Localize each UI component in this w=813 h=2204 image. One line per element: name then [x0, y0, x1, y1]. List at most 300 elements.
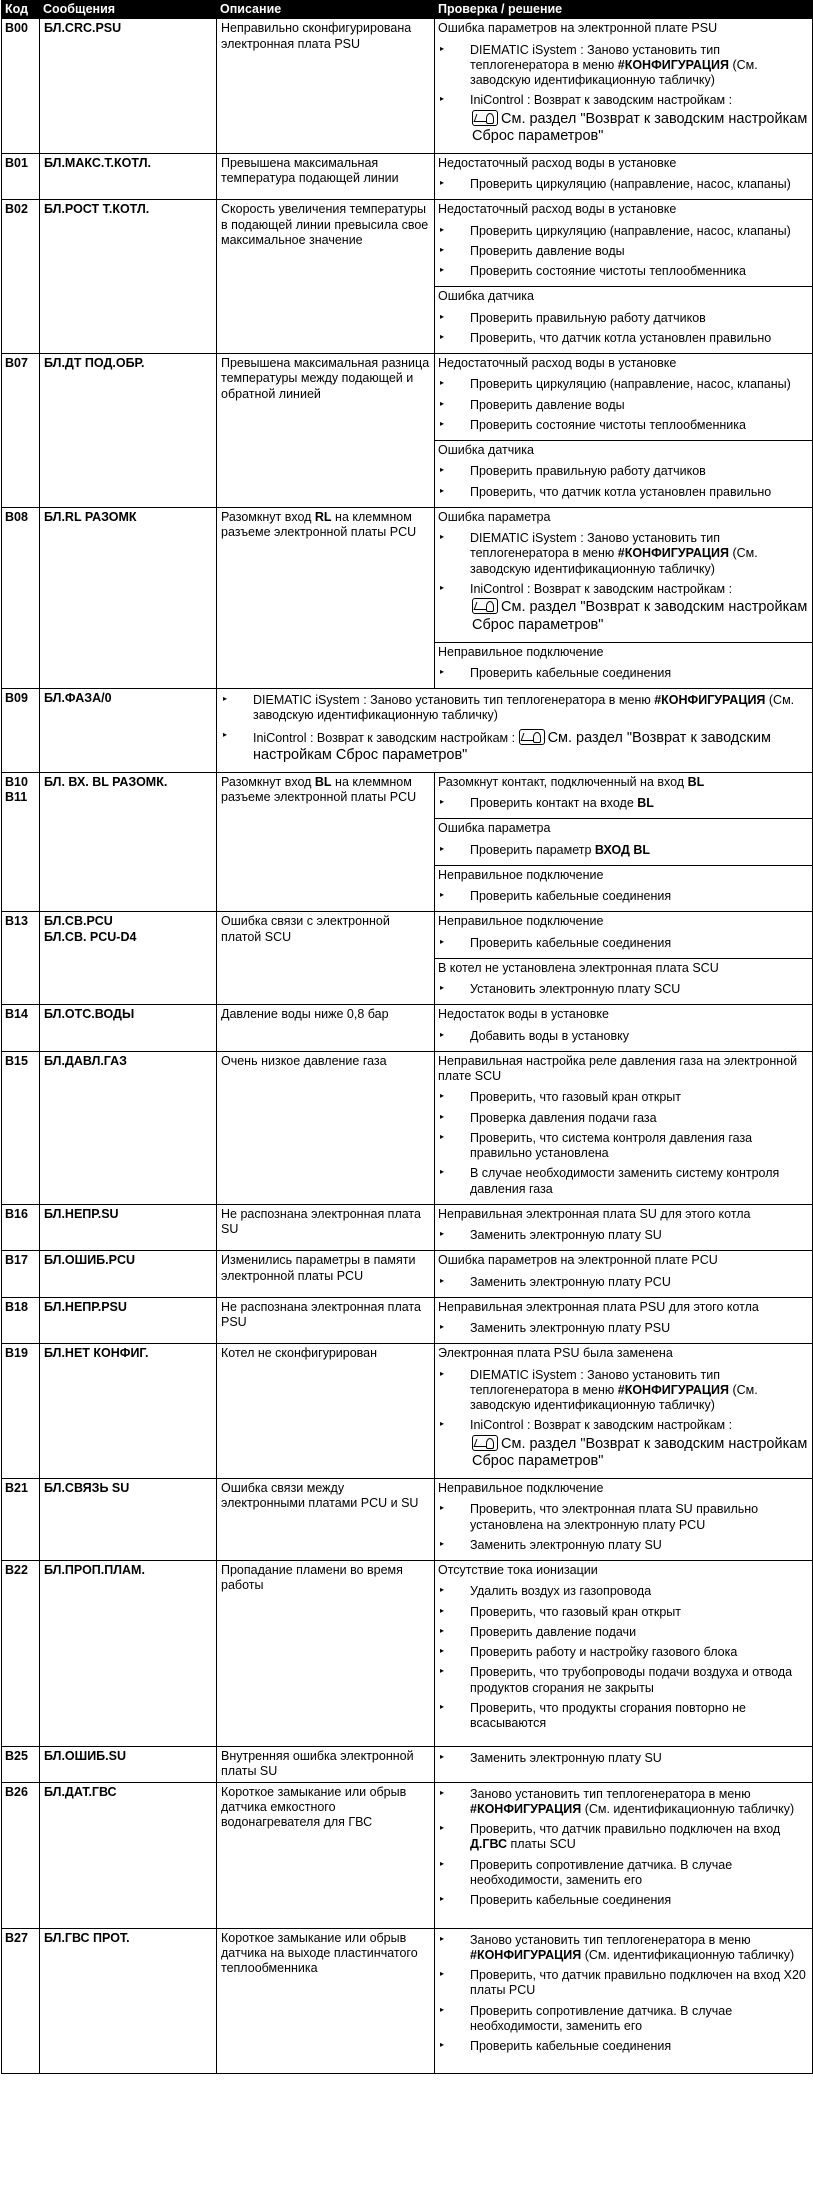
error-code-cell	[2, 1479, 40, 1561]
action-item	[438, 1625, 809, 1640]
text-fragment: Заново установить тип теплогенератора в меню	[470, 1786, 751, 1801]
condition-title	[438, 1300, 809, 1315]
description-cell: Короткое замыкание или обрыв датчика на выходе пластинчатого теплообменника	[217, 1928, 435, 2073]
text-fragment: Неправильная электронная плата SU для этого котла	[438, 1206, 751, 1221]
condition-title	[438, 1054, 809, 1085]
message-text: БЛ.ОШИБ.SU	[44, 1749, 127, 1763]
action-item	[438, 889, 809, 904]
message-cell	[40, 1204, 217, 1251]
error-code-cell	[2, 689, 40, 773]
action-item	[438, 582, 809, 635]
message-text: БЛ.ДТ ПОД.ОБР.	[44, 356, 145, 371]
bold-fragment: RL	[314, 509, 332, 524]
check-solution-cell	[435, 1251, 813, 1298]
check-solution-cell	[435, 772, 813, 912]
action-item	[438, 1893, 809, 1908]
action-item	[438, 1584, 809, 1599]
text-fragment: Недостаточный расход воды в установке	[438, 356, 677, 371]
check-section	[435, 642, 812, 689]
bullet-icon: ▸	[440, 1858, 445, 1868]
reference-text: См. раздел "Возврат к заводским настройкам Сброс параметров"	[472, 1435, 808, 1470]
message-text: БЛ.НЕПР.SU	[44, 1206, 119, 1221]
message-text: БЛ.CRC.PSU	[44, 21, 122, 36]
action-item	[438, 177, 809, 192]
action-item	[438, 2004, 809, 2035]
action-item	[438, 485, 809, 500]
text-fragment: IniControl : Возврат к заводским настройкам :	[470, 93, 733, 108]
error-code: B08	[5, 509, 28, 524]
bold-fragment: BL	[687, 774, 705, 789]
message-text: БЛ.ПРОП.ПЛАМ.	[44, 1563, 145, 1577]
action-item	[438, 244, 809, 259]
bullet-icon: ▸	[440, 1894, 445, 1903]
message-text: БЛ.СВ. PCU-D4	[44, 929, 137, 944]
text-fragment: Установить электронную плату SCU	[470, 982, 681, 997]
action-item	[438, 1131, 809, 1162]
action-list	[438, 311, 809, 347]
condition-title	[438, 289, 809, 304]
action-item	[438, 1321, 809, 1336]
reference-note	[470, 598, 809, 634]
message-text: БЛ.ГВС ПРОТ.	[44, 1930, 130, 1945]
error-code: B18	[5, 1299, 28, 1314]
table-row	[2, 1561, 813, 1747]
text-fragment: Удалить воздух из газопровода	[470, 1584, 652, 1599]
error-code: B00	[5, 21, 28, 36]
check-section	[435, 958, 812, 1005]
check-solution-cell	[435, 1005, 813, 1052]
action-list	[438, 1751, 809, 1766]
action-item	[438, 1502, 809, 1533]
error-code: B09	[5, 691, 28, 705]
action-item	[438, 1111, 809, 1126]
condition-title	[438, 775, 809, 790]
condition-title	[438, 868, 809, 883]
text-fragment: Отсутствие тока ионизации	[438, 1563, 598, 1577]
text-fragment: IniControl : Возврат к заводским настройкам :	[470, 1418, 733, 1433]
description-cell: Пропадание пламени во время работы	[217, 1561, 435, 1747]
message-cell	[40, 1251, 217, 1298]
bullet-icon: ▸	[440, 890, 445, 900]
check-section	[435, 1344, 812, 1478]
table-row	[2, 1928, 813, 2073]
text-fragment: Недостаточный расход воды в установке	[438, 155, 677, 170]
message-cell	[40, 19, 217, 154]
text-fragment: Неправильная электронная плата PSU для этого котла	[438, 1299, 759, 1314]
description-cell: Ошибка связи между электронными платами PCU и SU	[217, 1479, 435, 1561]
table-row	[2, 354, 813, 508]
error-code-cell	[2, 1204, 40, 1251]
message-cell	[40, 1297, 217, 1344]
bullet-icon: ▸	[440, 983, 445, 993]
check-section	[435, 508, 812, 642]
table-row	[2, 1297, 813, 1344]
check-solution-cell	[435, 912, 813, 1005]
text-fragment: IniControl : Возврат к заводским настройкам :	[470, 581, 733, 596]
check-solution-cell	[435, 1561, 813, 1747]
text-fragment: Проверить, что датчик правильно подключен на вход	[470, 1822, 781, 1836]
bullet-icon: ▸	[440, 1969, 445, 1978]
table-row	[2, 153, 813, 200]
bullet-icon: ▸	[440, 1091, 445, 1101]
error-code: B07	[5, 356, 28, 371]
check-section	[435, 1005, 812, 1051]
text-fragment: Проверить кабельные соединения	[470, 889, 672, 904]
bullet-icon: ▸	[440, 331, 445, 341]
description-cell: Очень низкое давление газа	[217, 1051, 435, 1204]
bullet-icon: ▸	[440, 1111, 445, 1121]
table-row	[2, 200, 813, 354]
error-code-cell	[2, 1051, 40, 1204]
bold-fragment: #КОНФИГУРАЦИЯ	[617, 1382, 729, 1397]
bullet-icon: ▸	[223, 729, 228, 739]
bullet-icon: ▸	[440, 1419, 445, 1429]
action-item	[221, 729, 808, 765]
check-section	[435, 1929, 812, 2062]
check-section	[435, 818, 812, 865]
message-cell	[40, 354, 217, 508]
text-fragment: Проверить кабельные соединения	[470, 935, 672, 950]
action-item	[438, 93, 809, 146]
text-fragment: Заменить электронную плату SU	[470, 1751, 662, 1765]
action-list	[438, 796, 809, 811]
text-fragment: Проверить контакт на входе	[470, 796, 638, 811]
bullet-icon: ▸	[440, 94, 445, 104]
action-list	[438, 1933, 809, 2055]
text-fragment: Проверить, что газовый кран открыт	[470, 1604, 681, 1619]
text-fragment: Заменить электронную плату SU	[470, 1228, 662, 1243]
bullet-icon: ▸	[440, 465, 445, 475]
action-list	[438, 43, 809, 146]
text-fragment: платы SCU	[507, 1837, 576, 1852]
action-item	[438, 264, 809, 279]
check-solution-cell	[435, 1204, 813, 1251]
action-item	[438, 1538, 809, 1553]
bullet-icon: ▸	[440, 1823, 445, 1832]
check-section	[435, 865, 812, 912]
bullet-icon: ▸	[440, 666, 445, 676]
description-cell: Внутренняя ошибка электронной платы SU	[217, 1747, 435, 1783]
action-list	[438, 1584, 809, 1731]
bullet-icon: ▸	[440, 485, 445, 495]
action-item	[438, 1418, 809, 1471]
message-cell	[40, 1479, 217, 1561]
action-list	[438, 1502, 809, 1553]
error-code: B19	[5, 1346, 28, 1361]
check-solution-cell	[435, 1747, 813, 1783]
error-code: B27	[5, 1930, 28, 1945]
text-fragment: Проверить состояние чистоты теплообменника	[470, 417, 746, 432]
reference-text: См. раздел "Возврат к заводским настройкам Сброс параметров"	[472, 599, 808, 633]
message-text: БЛ.ФАЗА/0	[44, 691, 112, 705]
check-section	[435, 440, 812, 507]
error-code: B01	[5, 155, 28, 170]
text-fragment: Проверить состояние чистоты теплообменника	[470, 264, 746, 279]
text-fragment: Электронная плата PSU была заменена	[438, 1346, 673, 1361]
message-text: БЛ.RL РАЗОМК	[44, 509, 137, 524]
description-cell	[217, 507, 435, 688]
text-fragment: Заменить электронную плату PSU	[470, 1321, 671, 1336]
book-reference-icon	[472, 1435, 498, 1451]
check-section	[435, 1251, 812, 1297]
description-cell: Превышена максимальная разница температуры между подающей и обратной линией	[217, 354, 435, 508]
message-text: БЛ.ДАВЛ.ГАЗ	[44, 1053, 127, 1068]
text-fragment: Проверить сопротивление датчика. В случае необходимости, заменить его	[470, 2003, 733, 2033]
message-cell	[40, 1928, 217, 2073]
condition-title	[438, 356, 809, 371]
text-fragment: Проверить работу и настройку газового блока	[470, 1645, 738, 1659]
check-section	[435, 1205, 812, 1251]
bullet-icon: ▸	[440, 1585, 445, 1595]
text-fragment: Проверить циркуляцию (направление, насос, клапаны)	[470, 377, 791, 392]
text-fragment: Проверить, что трубопроводы подачи воздуха и отвода продуктов сгорания не закрыты	[470, 1665, 793, 1695]
text-fragment: Проверить сопротивление датчика. В случае необходимости, заменить его	[470, 1857, 733, 1887]
bold-fragment: #КОНФИГУРАЦИЯ	[617, 546, 729, 561]
text-fragment: (См. заводскую идентификационную табличку)	[470, 546, 758, 576]
error-code-cell	[2, 19, 40, 154]
text-fragment: Недостаточный расход воды в установке	[438, 202, 677, 217]
error-code-cell	[2, 1747, 40, 1783]
check-solution-cell	[435, 354, 813, 508]
message-text: БЛ.СВЯЗЬ SU	[44, 1481, 130, 1495]
description-cell: Неправильно сконфигурирована электронная плата PSU	[217, 19, 435, 154]
error-code: B25	[5, 1749, 28, 1763]
action-item	[438, 43, 809, 89]
bold-fragment: #КОНФИГУРАЦИЯ	[654, 693, 766, 707]
bullet-icon: ▸	[440, 797, 445, 807]
description-cell: Давление воды ниже 0,8 бар	[217, 1005, 435, 1052]
book-reference-icon	[472, 110, 498, 126]
text-fragment: Разомкнут вход	[221, 774, 315, 789]
action-item	[438, 1751, 809, 1766]
action-item	[438, 464, 809, 479]
text-fragment: (См. идентификационную табличку)	[581, 1801, 795, 1816]
action-list	[438, 843, 809, 858]
action-item	[438, 843, 809, 858]
check-section	[435, 354, 812, 440]
book-reference-icon	[519, 729, 545, 745]
text-fragment: IniControl : Возврат к заводским настройкам :	[253, 730, 519, 745]
action-item	[221, 693, 808, 724]
description-cell: Не распознана электронная плата PSU	[217, 1297, 435, 1344]
description-cell: Изменились параметры в памяти электронной платы PCU	[217, 1251, 435, 1298]
text-fragment: В случае необходимости заменить систему контроля давления газа	[470, 1166, 780, 1196]
text-fragment: Недостаток воды в установке	[438, 1007, 609, 1022]
check-section	[435, 200, 812, 286]
condition-title	[438, 21, 809, 36]
message-cell	[40, 1747, 217, 1783]
condition-title	[438, 1207, 809, 1222]
table-row	[2, 1005, 813, 1052]
message-cell	[40, 1561, 217, 1747]
check-section	[435, 1479, 812, 1560]
bullet-icon: ▸	[440, 1167, 445, 1177]
text-fragment: Ошибка параметра	[438, 509, 551, 524]
bold-fragment: #КОНФИГУРАЦИЯ	[470, 1801, 582, 1816]
error-code-cell	[2, 507, 40, 688]
bullet-icon: ▸	[440, 2040, 445, 2049]
description-cell: Скорость увеличения температуры в подающей линии превысила свое максимальное значение	[217, 200, 435, 354]
header-message: Сообщения	[40, 1, 217, 19]
message-text: БЛ.РОСТ Т.КОТЛ.	[44, 202, 150, 217]
bullet-icon: ▸	[440, 1275, 445, 1285]
message-text: БЛ. ВХ. BL РАЗОМК.	[44, 774, 168, 789]
action-item	[438, 666, 809, 681]
error-code-cell	[2, 1561, 40, 1747]
bullet-icon: ▸	[440, 1646, 445, 1655]
bullet-icon: ▸	[440, 398, 445, 408]
text-fragment: Проверка давления подачи газа	[470, 1110, 657, 1125]
check-section	[435, 1747, 812, 1773]
condition-title	[438, 1563, 809, 1578]
check-section	[435, 1561, 812, 1738]
action-item	[438, 1787, 809, 1818]
text-fragment: Проверить кабельные соединения	[470, 2039, 672, 2053]
action-list	[438, 1787, 809, 1909]
action-list	[438, 936, 809, 951]
text-fragment: Разомкнут контакт, подключенный на вход	[438, 774, 688, 789]
text-fragment: Проверить циркуляцию (направление, насос, клапаны)	[470, 177, 791, 192]
action-item	[438, 418, 809, 433]
message-text: БЛ.НЕПР.PSU	[44, 1299, 127, 1314]
bullet-icon: ▸	[440, 1752, 445, 1761]
bullet-icon: ▸	[440, 1605, 445, 1615]
bullet-icon: ▸	[440, 582, 445, 592]
table-body	[2, 19, 813, 2073]
action-item	[438, 398, 809, 413]
check-solution-cell	[217, 689, 813, 773]
text-fragment: Ошибка параметра	[438, 821, 551, 836]
message-text: БЛ.ДАТ.ГВС	[44, 1784, 117, 1799]
text-fragment: Заново установить тип теплогенератора в меню	[470, 1932, 751, 1947]
action-item	[438, 224, 809, 239]
message-text: БЛ.НЕТ КОНФИГ.	[44, 1346, 149, 1361]
bullet-icon: ▸	[440, 265, 445, 275]
bullet-icon: ▸	[440, 43, 445, 53]
table-row	[2, 772, 813, 912]
error-code-table	[1, 0, 813, 2074]
text-fragment: Проверить циркуляцию (направление, насос, клапаны)	[470, 223, 791, 238]
bullet-icon: ▸	[440, 1666, 445, 1676]
action-list	[438, 889, 809, 904]
table-row	[2, 19, 813, 154]
error-code-cell	[2, 1782, 40, 1928]
text-fragment: Ошибка датчика	[438, 443, 534, 458]
table-row	[2, 1051, 813, 1204]
text-fragment: Проверить параметр	[470, 842, 595, 857]
text-fragment: Ошибка датчика	[438, 289, 534, 304]
error-code-cell	[2, 200, 40, 354]
error-code-cell	[2, 1297, 40, 1344]
text-fragment: Добавить воды в установку	[470, 1028, 630, 1043]
action-item	[438, 1645, 809, 1660]
action-list	[221, 693, 808, 765]
condition-title	[438, 510, 809, 525]
error-code: B10	[5, 774, 28, 789]
condition-title	[438, 821, 809, 836]
action-item	[438, 1605, 809, 1620]
reference-text: См. раздел "Возврат к заводским настройкам Сброс параметров"	[253, 729, 771, 764]
message-cell	[40, 772, 217, 912]
message-cell	[40, 1051, 217, 1204]
condition-title	[438, 1346, 809, 1361]
check-section	[435, 1298, 812, 1344]
message-cell	[40, 153, 217, 200]
text-fragment: Неправильное подключение	[438, 914, 604, 929]
check-solution-cell	[435, 19, 813, 154]
table-row	[2, 1747, 813, 1783]
error-code: B17	[5, 1253, 28, 1268]
action-item	[438, 1090, 809, 1105]
text-fragment: (См. идентификационную табличку)	[581, 1947, 795, 1962]
check-solution-cell	[435, 200, 813, 354]
text-fragment: Проверить кабельные соединения	[470, 1893, 672, 1907]
text-fragment: (См. заводскую идентификационную табличку)	[470, 1382, 758, 1413]
text-fragment: Проверить, что электронная плата SU правильно установлена на электронную плату PCU	[470, 1502, 759, 1532]
text-fragment: Неправильная настройка реле давления газа на электронной плате SCU	[438, 1053, 798, 1084]
error-code-cell	[2, 1344, 40, 1479]
message-cell	[40, 1005, 217, 1052]
error-code-cell	[2, 772, 40, 912]
error-code: B14	[5, 1007, 28, 1022]
bullet-icon: ▸	[440, 224, 445, 234]
text-fragment: Заменить электронную плату SU	[470, 1537, 662, 1552]
bullet-icon: ▸	[440, 1933, 445, 1943]
bullet-icon: ▸	[440, 1538, 445, 1548]
header-description: Описание	[217, 1, 435, 19]
action-item	[438, 311, 809, 326]
action-item	[438, 1701, 809, 1732]
message-cell	[40, 200, 217, 354]
table-row	[2, 1251, 813, 1298]
message-text: БЛ.ОТС.ВОДЫ	[44, 1007, 135, 1022]
action-item	[438, 2039, 809, 2054]
bullet-icon: ▸	[440, 1503, 445, 1513]
description-cell: Ошибка связи с электронной платой SCU	[217, 912, 435, 1005]
bullet-icon: ▸	[440, 1029, 445, 1039]
action-list	[438, 464, 809, 500]
text-fragment: на клеммном разъеме электронной платы PCU	[221, 774, 417, 805]
header-check: Проверка / решение	[435, 1, 813, 19]
check-section	[221, 691, 808, 770]
condition-title	[438, 443, 809, 458]
bullet-icon: ▸	[440, 1625, 445, 1635]
text-fragment: Ошибка параметров на электронной плате PCU	[438, 1253, 718, 1268]
action-list	[438, 531, 809, 634]
action-item	[438, 1933, 809, 1964]
action-item	[438, 377, 809, 392]
table-row	[2, 1782, 813, 1928]
error-code: B21	[5, 1481, 28, 1495]
bullet-icon: ▸	[440, 843, 445, 853]
error-code-cell	[2, 912, 40, 1005]
condition-title	[438, 202, 809, 217]
bullet-icon: ▸	[440, 1131, 445, 1141]
table-row	[2, 1204, 813, 1251]
action-list	[438, 982, 809, 997]
message-text: БЛ.МАКС.Т.КОТЛ.	[44, 155, 151, 170]
action-item	[438, 936, 809, 951]
check-section	[435, 1052, 812, 1204]
action-list	[438, 1368, 809, 1471]
error-code-cell	[2, 1928, 40, 2073]
message-cell	[40, 1344, 217, 1479]
action-item	[438, 1858, 809, 1889]
action-item	[438, 331, 809, 346]
action-list	[438, 1090, 809, 1197]
error-code: B15	[5, 1053, 28, 1068]
text-fragment: Проверить, что датчик правильно подключен на вход X20 платы PCU	[470, 1968, 806, 1998]
